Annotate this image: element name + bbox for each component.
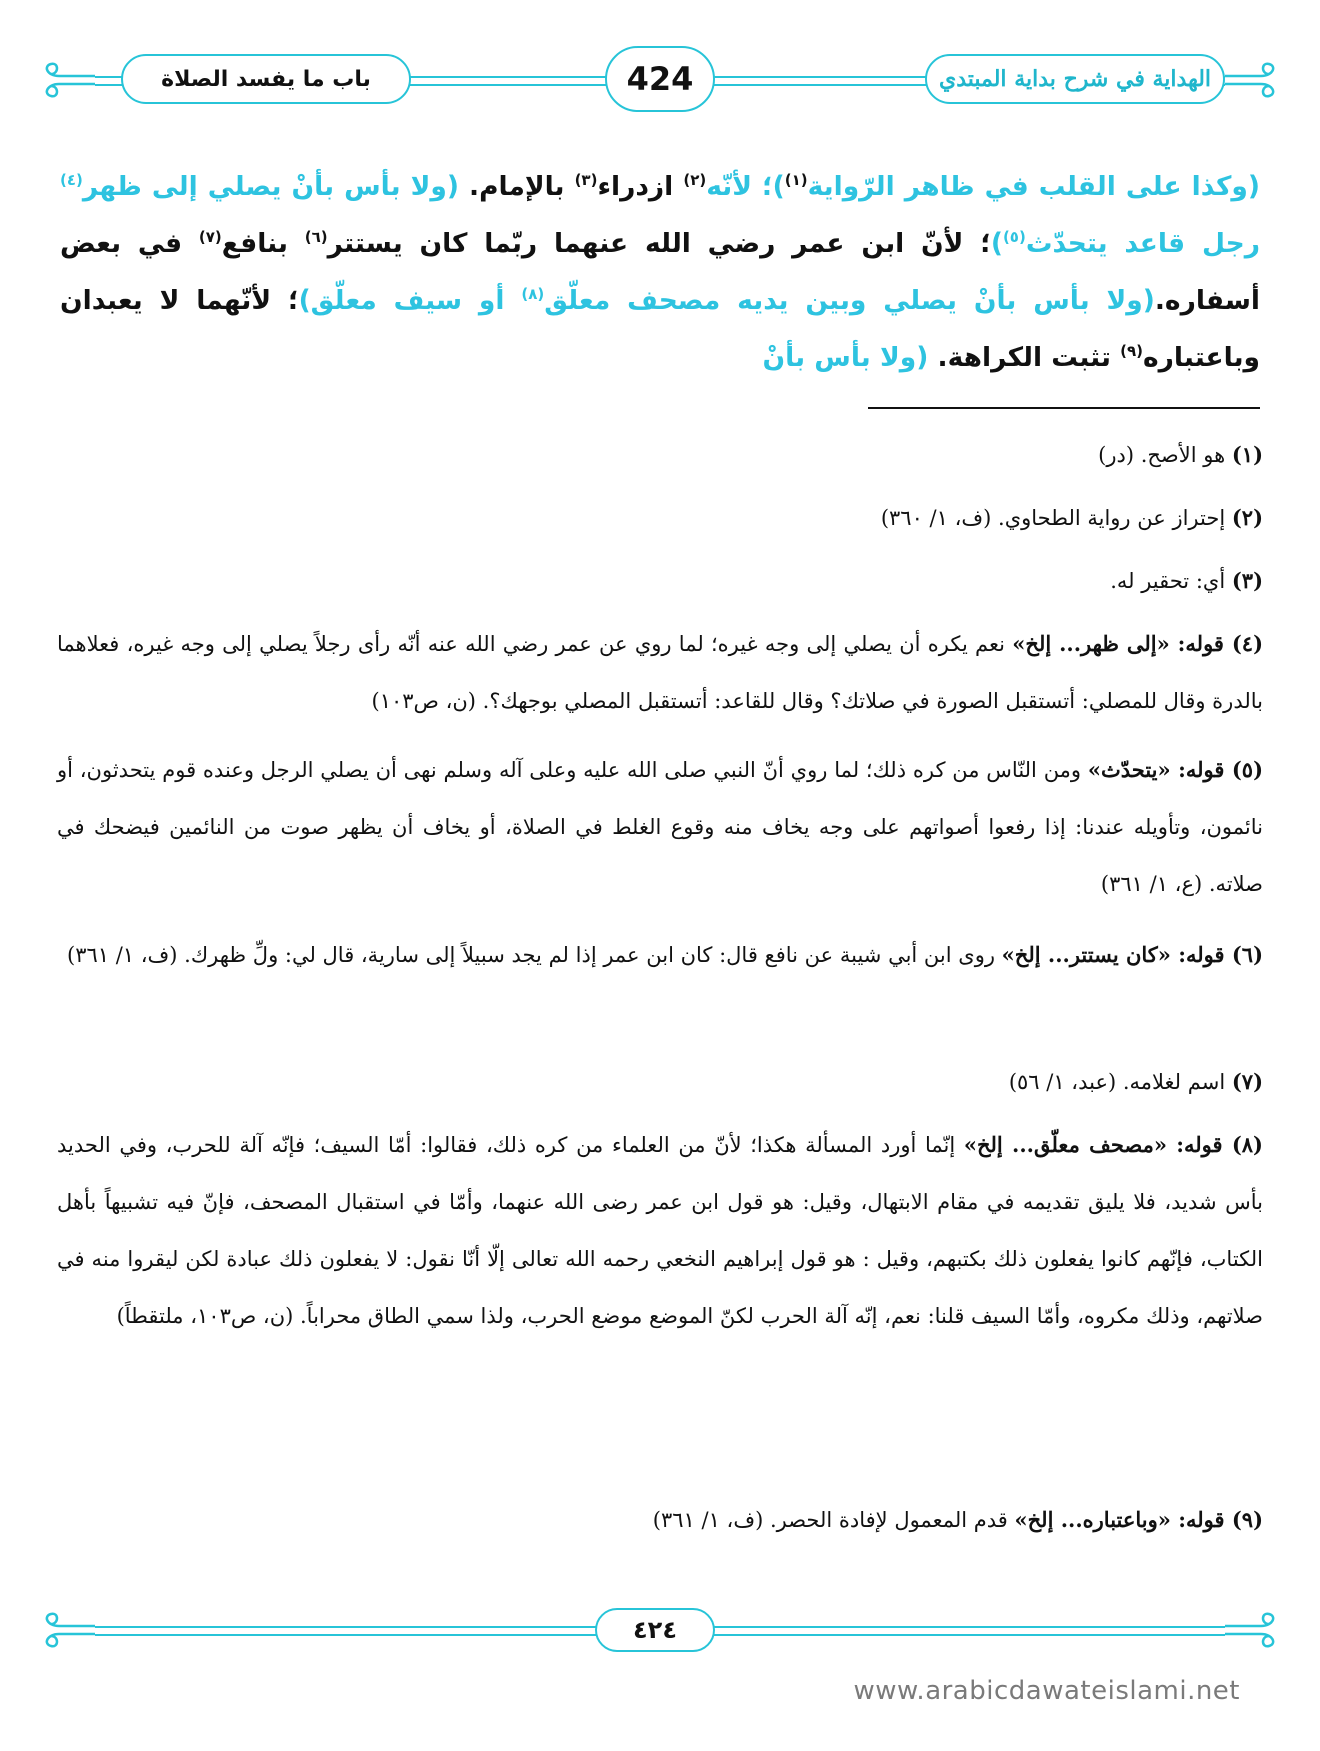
footnote-2 — [57, 489, 1263, 547]
matn-segment: رجل قاعد يتحدّث — [1025, 228, 1260, 259]
footnote-number: (١) — [1231, 442, 1263, 467]
matn-segment: (ولا بأس بأنْ يصلي إلى ظهر — [82, 171, 459, 202]
footnote-number: (٦) — [1231, 942, 1263, 967]
matn-segment: أو سيف معلّق) — [298, 285, 522, 316]
footnote-text: روى ابن أبي شيبة عن نافع قال: كان ابن عمر إذا لم يجد سبيلاً إلى سارية، قال لي: ولِّ ظهرك. (ف، ١/ ٣٦١) — [66, 943, 1002, 967]
text-segment: بنافع — [221, 228, 305, 259]
footnote-text: نعم يكره أن يصلي إلى وجه غيره؛ لما روي عن عمر رضي الله عنه أنّه رأى رجلاً يصلي إلى وجه غيره، فعلاهما بالدرة وقال للمصلي: أتستقبل الصورة في صلاتك؟ وقال للقاعد: أتستقبل المصلي بوجهك؟. (ن، ص١٠٣) — [57, 632, 1263, 713]
footnote-ref: (١) — [784, 171, 808, 190]
text-segment: تثبت الكراهة. — [928, 342, 1121, 373]
text-segment: في بعض أسفاره. — [60, 228, 1260, 316]
matn-segment: (وكذا على القلب في ظاهر الرّواية — [807, 171, 1261, 202]
footnote-ref: (٨) — [521, 285, 545, 304]
footnote-quote: قوله: «مصحف معلّق... إلخ» — [963, 1132, 1232, 1157]
footnote-ref: (٥) — [1002, 228, 1026, 247]
footnote-number: (٤) — [1231, 631, 1264, 656]
footnote-ref: (٩) — [1120, 342, 1144, 361]
scroll-ornament-icon — [1223, 58, 1285, 102]
footnote-ref: (٤) — [60, 171, 83, 190]
footnote-text: ومن النّاس من كره ذلك؛ لما روي أنّ النبي صلى الله عليه وعلى آله وسلم نهى أن يصلي الرجل وعنده قوم يتحدثون، أو نائمون، وتأويله عندنا: إذا رفعوا أصواتهم على وجه يخاف منه وقوع الغلط في الصلاة، أو يخاف أن يظهر صوت من النائمين فيضحك في صلاته. (ع، ١/ ٣٦١) — [57, 758, 1263, 896]
footnote-text: قدم المعمول لإفادة الحصر. (ف، ١/ ٣٦١) — [652, 1508, 1015, 1532]
text-segment: ؛ لأنّ ابن عمر رضي الله عنهما ربّما كان يستتر — [327, 228, 991, 259]
footnote-1 — [57, 426, 1263, 484]
footnote-quote: قوله: «وباعتباره... إلخ» — [1014, 1507, 1232, 1532]
footnote-3 — [57, 552, 1263, 610]
footnote-7 — [57, 1053, 1263, 1111]
page-header — [35, 40, 1285, 120]
text-segment: ازدراء — [597, 171, 684, 202]
footnote-text: هو الأصح. (در) — [1098, 443, 1232, 467]
page-number: 424 — [605, 46, 715, 112]
footnote-ref: (٢) — [683, 171, 707, 190]
footnote-text: اسم لغلامه. (عبد، ١/ ٥٦) — [1008, 1070, 1232, 1094]
footnote-quote: قوله: «كان يستتر... إلخ» — [1001, 942, 1232, 967]
footnote-4 — [57, 615, 1263, 730]
book-title: الهداية في شرح بداية المبتدي — [925, 54, 1225, 104]
footnote-ref: (٣) — [574, 171, 598, 190]
matn-segment: ) — [990, 228, 1003, 259]
footnote-6 — [57, 926, 1263, 984]
main-text — [60, 158, 1260, 386]
footnote-9 — [57, 1491, 1263, 1549]
footnote-number: (٨) — [1231, 1132, 1263, 1157]
footnote-number: (٢) — [1231, 505, 1263, 530]
footnote-separator — [868, 407, 1260, 409]
matn-segment: (ولا بأس بأنْ — [762, 342, 929, 373]
chapter-title: باب ما يفسد الصلاة — [121, 54, 411, 104]
text-segment: بالإمام. — [458, 171, 575, 202]
scroll-ornament-icon — [35, 1608, 97, 1652]
footnote-text: إحتراز عن رواية الطحاوي. (ف، ١/ ٣٦٠) — [880, 506, 1232, 530]
text-segment: ؛ لأنّهما لا يعبدان وباعتباره — [60, 285, 1260, 373]
footnote-ref: (٧) — [198, 228, 222, 247]
scroll-ornament-icon — [35, 58, 97, 102]
page-footer — [35, 1616, 1285, 1690]
footnote-ref: (٦) — [304, 228, 328, 247]
footnote-number: (٣) — [1231, 568, 1263, 593]
website-url: www.arabicdawateislami.net — [853, 1676, 1240, 1706]
matn-segment: (ولا بأس بأنْ يصلي وبين يديه مصحف معلّق — [544, 285, 1155, 316]
footnote-number: (٧) — [1231, 1069, 1263, 1094]
footnote-text: أي: تحقير له. — [1110, 569, 1232, 593]
matn-segment: )؛ لأنّه — [706, 171, 785, 202]
footnote-quote: قوله: «يتحدّث» — [1087, 757, 1232, 782]
footer-page-number: ٤٢٤ — [595, 1608, 715, 1652]
footnote-5 — [57, 741, 1263, 913]
footnote-quote: قوله: «إلى ظهر... إلخ» — [1012, 631, 1232, 656]
scroll-ornament-icon — [1223, 1608, 1285, 1652]
footnote-text: إنّما أورد المسألة هكذا؛ لأنّ من العلماء من كره ذلك، فقالوا: أمّا السيف؛ فإنّه آلة للحرب، وفي الحديد بأس شديد، فلا يليق تقديمه في مقام الابتهال، وقيل: هو قول ابن عمر رضى الله عنهما، وأمّا في استقبال المصحف، فإنّ فيه تشبيهاً بأهل الكتاب، فإنّهم كانوا يفعلون ذلك بكتبهم، وقيل : هو قول إبراهيم النخعي رحمه الله تعالى إلّا أنّا نقول: لا يفعلون ذلك عبادة لكن ليقروا منه في صلاتهم، وذلك مكروه، وأمّا السيف قلنا: نعم، إنّه آلة الحرب لكنّ الموضع موضع الحرب، ولذا سمي الطاق محراباً. (ن، ص١٠٣، ملتقطاً) — [57, 1133, 1263, 1328]
footnote-number: (٩) — [1231, 1507, 1263, 1532]
footnote-number: (٥) — [1231, 757, 1263, 782]
footnote-8 — [57, 1116, 1263, 1345]
